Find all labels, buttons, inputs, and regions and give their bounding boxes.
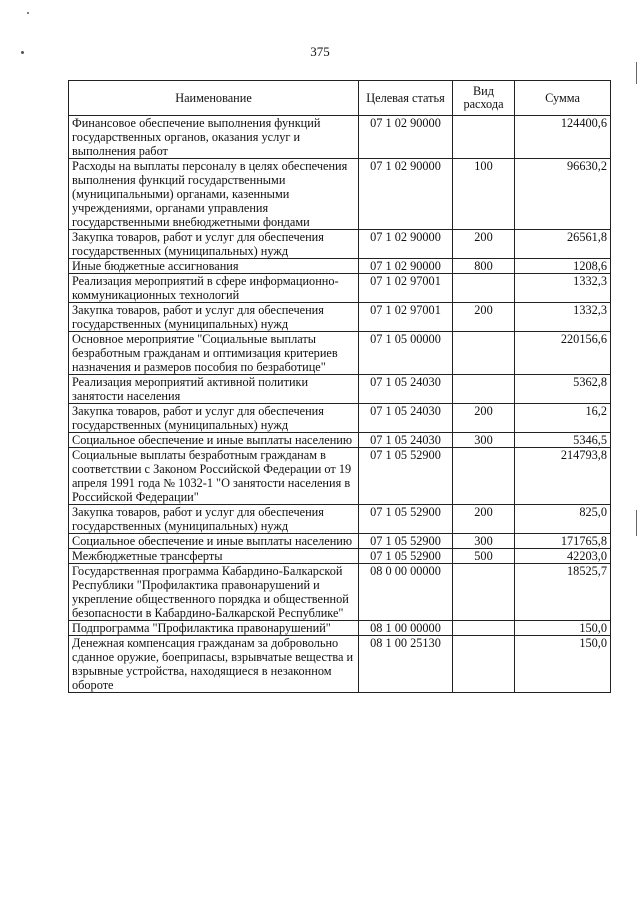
row-name: Государственная программа Кабардино-Балкарской Республики "Профилактика правонарушений и укрепление общественного порядка и общественной безопасности в Кабардино-Балкарской Республике" <box>69 564 359 621</box>
table-row <box>69 621 611 636</box>
row-type: 100 <box>453 159 515 230</box>
table-row <box>69 116 611 159</box>
row-code: 07 1 05 52900 <box>359 549 453 564</box>
row-type <box>453 448 515 505</box>
row-name: Закупка товаров, работ и услуг для обеспечения государственных (муниципальных) нужд <box>69 230 359 259</box>
row-sum: 1332,3 <box>515 303 611 332</box>
row-type <box>453 564 515 621</box>
row-name: Денежная компенсация гражданам за добровольно сданное оружие, боеприпасы, взрывчатые вещества и взрывные устройства, находящиеся в незаконном обороте <box>69 636 359 693</box>
row-name: Реализация мероприятий в сфере информационно-коммуникационных технологий <box>69 274 359 303</box>
row-name: Закупка товаров, работ и услуг для обеспечения государственных (муниципальных) нужд <box>69 505 359 534</box>
scan-edge-mark <box>636 510 637 536</box>
table-row <box>69 433 611 448</box>
row-name: Социальное обеспечение и иные выплаты населению <box>69 433 359 448</box>
row-sum: 150,0 <box>515 636 611 693</box>
header-code: Целевая статья <box>359 81 453 116</box>
table-row <box>69 549 611 564</box>
row-code: 07 1 05 52900 <box>359 448 453 505</box>
row-code: 07 1 05 24030 <box>359 433 453 448</box>
header-type: Вид расхода <box>453 81 515 116</box>
row-name: Социальное обеспечение и иные выплаты населению <box>69 534 359 549</box>
row-sum: 150,0 <box>515 621 611 636</box>
row-name: Подпрограмма "Профилактика правонарушений" <box>69 621 359 636</box>
row-type: 200 <box>453 230 515 259</box>
row-code: 07 1 02 90000 <box>359 259 453 274</box>
table-header-row <box>69 81 611 116</box>
row-name: Основное мероприятие "Социальные выплаты безработным гражданам и оптимизация критериев назначения и размеров пособия по безработице" <box>69 332 359 375</box>
table-row <box>69 375 611 404</box>
row-type <box>453 116 515 159</box>
row-name: Закупка товаров, работ и услуг для обеспечения государственных (муниципальных) нужд <box>69 404 359 433</box>
row-code: 07 1 02 97001 <box>359 303 453 332</box>
row-code: 07 1 02 90000 <box>359 159 453 230</box>
table-row <box>69 534 611 549</box>
row-sum: 220156,6 <box>515 332 611 375</box>
header-name: Наименование <box>69 81 359 116</box>
row-type: 300 <box>453 433 515 448</box>
header-sum: Сумма <box>515 81 611 116</box>
row-sum: 16,2 <box>515 404 611 433</box>
row-code: 08 0 00 00000 <box>359 564 453 621</box>
table-row <box>69 230 611 259</box>
row-name: Закупка товаров, работ и услуг для обеспечения государственных (муниципальных) нужд <box>69 303 359 332</box>
row-type <box>453 636 515 693</box>
row-sum: 5346,5 <box>515 433 611 448</box>
row-name: Социальные выплаты безработным гражданам в соответствии с Законом Российской Федерации от 19 апреля 1991 года № 1032-1 "О занятости населения в Российской Федерации" <box>69 448 359 505</box>
row-sum: 26561,8 <box>515 230 611 259</box>
row-type <box>453 375 515 404</box>
row-name: Расходы на выплаты персоналу в целях обеспечения выполнения функций государственными (муниципальными) органами, казенными учреждениями, органами управления государственными внебюджетными фондами <box>69 159 359 230</box>
row-name: Межбюджетные трансферты <box>69 549 359 564</box>
row-type: 300 <box>453 534 515 549</box>
row-code: 07 1 05 24030 <box>359 375 453 404</box>
table-row <box>69 303 611 332</box>
row-code: 08 1 00 00000 <box>359 621 453 636</box>
row-type: 200 <box>453 404 515 433</box>
row-code: 07 1 02 90000 <box>359 230 453 259</box>
table-row <box>69 274 611 303</box>
row-name: Финансовое обеспечение выполнения функций государственных органов, оказания услуг и выполнения работ <box>69 116 359 159</box>
table-row <box>69 159 611 230</box>
row-sum: 124400,6 <box>515 116 611 159</box>
row-type: 200 <box>453 303 515 332</box>
row-type <box>453 621 515 636</box>
budget-table <box>68 80 611 693</box>
table-row <box>69 404 611 433</box>
row-sum: 1332,3 <box>515 274 611 303</box>
row-code: 07 1 02 90000 <box>359 116 453 159</box>
row-name: Иные бюджетные ассигнования <box>69 259 359 274</box>
row-code: 07 1 05 00000 <box>359 332 453 375</box>
row-code: 07 1 02 97001 <box>359 274 453 303</box>
row-type <box>453 274 515 303</box>
row-name: Реализация мероприятий активной политики занятости населения <box>69 375 359 404</box>
row-sum: 214793,8 <box>515 448 611 505</box>
row-type: 200 <box>453 505 515 534</box>
page-number: 375 <box>310 44 330 59</box>
table-row <box>69 332 611 375</box>
row-sum: 1208,6 <box>515 259 611 274</box>
row-sum: 18525,7 <box>515 564 611 621</box>
row-sum: 171765,8 <box>515 534 611 549</box>
row-code: 08 1 00 25130 <box>359 636 453 693</box>
row-sum: 96630,2 <box>515 159 611 230</box>
row-code: 07 1 05 24030 <box>359 404 453 433</box>
table-row <box>69 636 611 693</box>
row-sum: 825,0 <box>515 505 611 534</box>
row-sum: 42203,0 <box>515 549 611 564</box>
row-type: 500 <box>453 549 515 564</box>
row-sum: 5362,8 <box>515 375 611 404</box>
row-code: 07 1 05 52900 <box>359 534 453 549</box>
scan-speck <box>27 12 29 14</box>
table-row <box>69 448 611 505</box>
row-code: 07 1 05 52900 <box>359 505 453 534</box>
row-type: 800 <box>453 259 515 274</box>
table-row <box>69 505 611 534</box>
scan-edge-mark <box>636 62 637 84</box>
table-row <box>69 259 611 274</box>
table-row <box>69 564 611 621</box>
row-type <box>453 332 515 375</box>
